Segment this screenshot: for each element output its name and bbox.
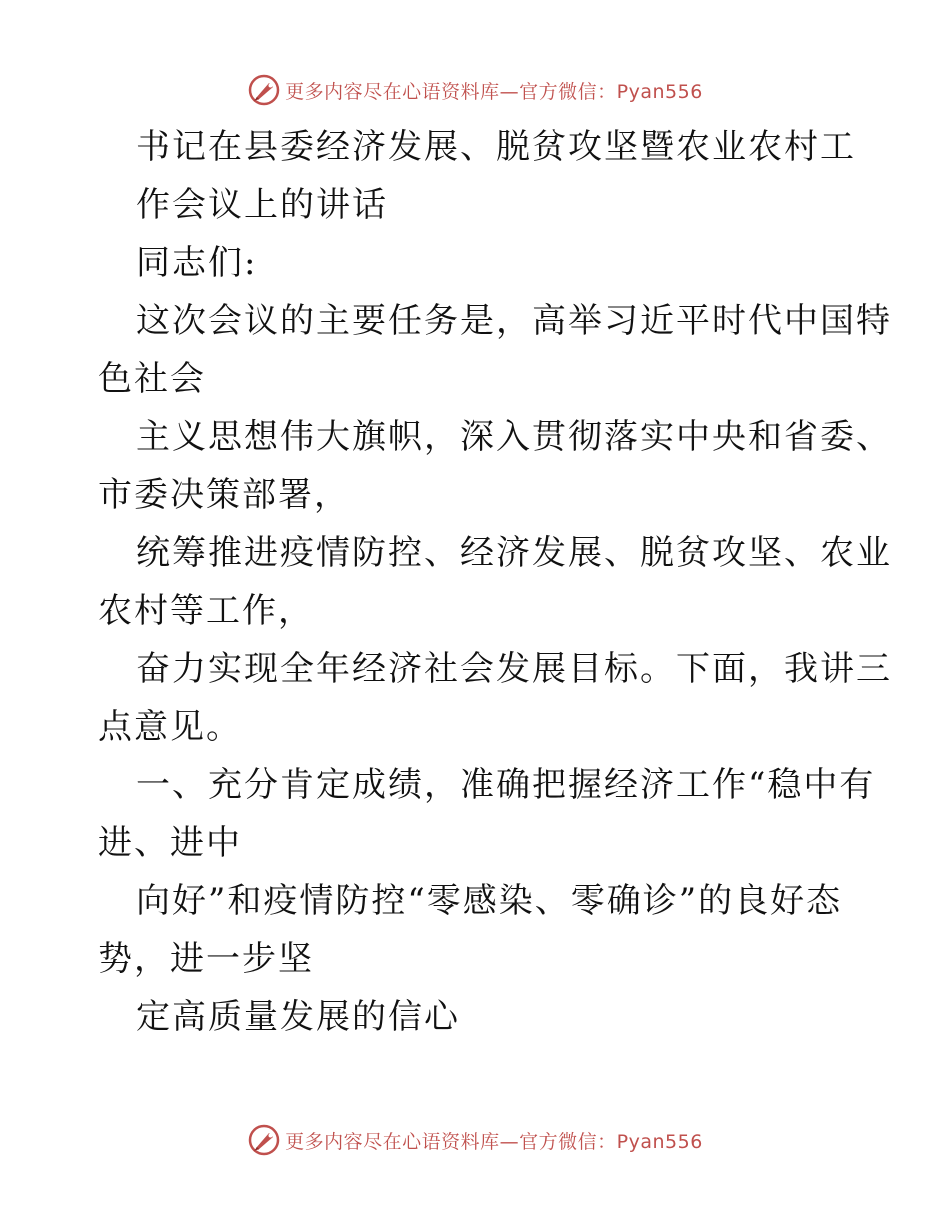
text-line: 这次会议的主要任务是，高举习近平时代中国特: [136, 301, 892, 341]
text-line: 作会议上的讲话: [136, 185, 388, 225]
text-line: 进、进中: [98, 823, 242, 863]
document-body: [98, 118, 892, 1046]
text-line: 定高质量发展的信心: [136, 997, 460, 1037]
text-line: 色社会: [98, 359, 206, 399]
text-line: 向好”和疫情防控“零感染、零确诊”的良好态: [136, 881, 843, 921]
text-line: 势，进一步坚: [98, 939, 314, 979]
text-line: 同志们:: [136, 243, 258, 283]
text-line: 一、充分肯定成绩，准确把握经济工作“稳中有: [136, 765, 876, 805]
text-line: 点意见。: [98, 707, 242, 747]
text-line: 主义思想伟大旗帜，深入贯彻落实中央和省委、: [136, 417, 892, 457]
pen-nib-logo-icon: [247, 1123, 281, 1157]
text-line: 书记在县委经济发展、脱贫攻坚暨农业农村工: [136, 127, 856, 167]
text-line: 统筹推进疫情防控、经济发展、脱贫攻坚、农业: [136, 533, 892, 573]
footer-banner: [0, 1120, 950, 1160]
text-line: 奋力实现全年经济社会发展目标。下面，我讲三: [136, 649, 892, 689]
banner-text: 更多内容尽在心语资料库—官方微信：Pyan556: [285, 1130, 703, 1153]
text-line: 市委决策部署，: [98, 475, 350, 515]
banner-text: 更多内容尽在心语资料库—官方微信：Pyan556: [285, 80, 703, 103]
pen-nib-logo-icon: [247, 73, 281, 107]
text-line: 农村等工作，: [98, 591, 314, 631]
header-banner: [0, 70, 950, 110]
